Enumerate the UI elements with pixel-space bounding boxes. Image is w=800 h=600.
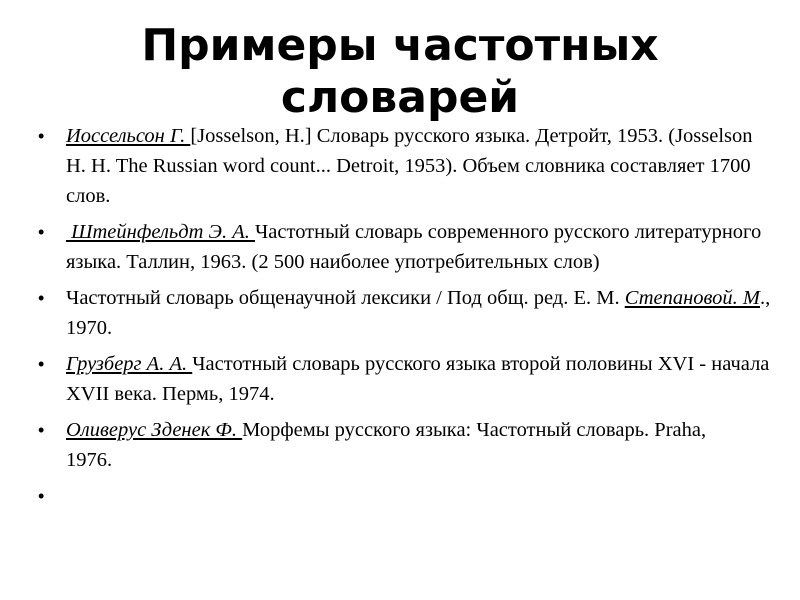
author-link[interactable]: Грузберг А. А.	[66, 353, 193, 375]
list-item-text-tail: ., 1970.	[66, 287, 771, 339]
author-link[interactable]: Штейнфельдт Э. А.	[66, 221, 255, 243]
author-link[interactable]: Иоссельсон Г.	[66, 125, 191, 147]
slide-title	[60, 20, 740, 124]
bullet-icon: •	[38, 222, 45, 242]
bullet-icon: •	[38, 288, 45, 308]
slide-title-line-2: словарей	[280, 72, 520, 123]
bullet-list	[38, 121, 773, 517]
list-item-text: Частотный словарь русского языка второй половины XVI - начала XVII века. Пермь, 1974.	[66, 353, 770, 405]
list-item-text: [Josselson, H.] Словарь русского языка. Детройт, 1953. (Josselson H. H. The Russian word count... Detroit, 1953). Объем словника составляет 1700 слов.	[66, 125, 753, 207]
list-item	[38, 415, 773, 475]
bullet-icon: •	[38, 486, 45, 506]
bullet-icon: •	[38, 420, 45, 440]
bullet-icon: •	[38, 354, 45, 374]
list-item-empty	[38, 481, 773, 511]
list-item-text: Морфемы русского языка: Частотный словарь. Praha, 1976.	[66, 419, 773, 471]
list-item-text: Частотный словарь общенаучной лексики / Под общ. ред. Е. М.	[66, 287, 625, 309]
author-link[interactable]: Степановой. М	[624, 287, 760, 309]
list-item	[38, 217, 773, 277]
list-item	[38, 121, 773, 211]
list-item-text: Частотный словарь современного русского литературного языка. Таллин, 1963. (2 500 наиболее употребительных слов)	[66, 221, 762, 273]
list-item	[38, 283, 773, 343]
list-item	[38, 349, 773, 409]
bullet-icon: •	[38, 126, 45, 146]
author-link[interactable]: Оливерус Зденек Ф.	[66, 419, 243, 441]
slide-title-line-1: Примеры частотных	[141, 20, 659, 71]
